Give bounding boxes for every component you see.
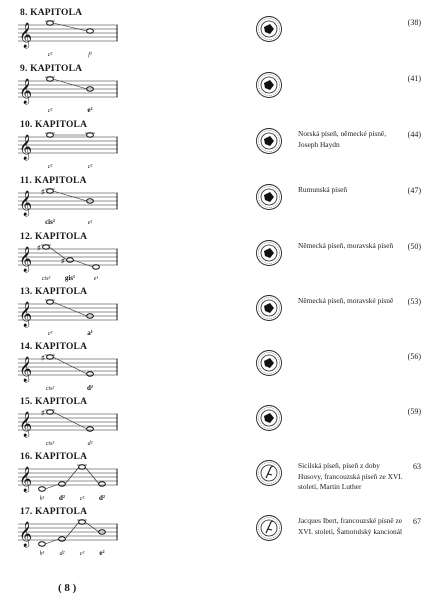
note-name-label: d² [59,494,65,502]
chapter-row [0,64,437,120]
music-staff [18,354,118,394]
whole-note [47,300,54,304]
sharp-icon: ♯ [41,188,45,196]
note-name-label: e² [87,106,93,114]
whole-note [79,465,86,469]
note-name-label: d² [87,384,93,392]
cd-disc-icon [255,183,283,211]
chapter-row [0,176,437,232]
sharp-icon: ♯ [61,257,65,265]
whole-note [47,355,54,359]
treble-clef-icon: 𝄞 [19,301,33,326]
page-number: (59) [407,407,421,416]
whole-note [59,482,66,486]
page-folio: ( 8 ) [58,582,77,594]
page-number: (53) [407,297,421,306]
whole-note [47,189,54,193]
chapter-description: Norská píseň, německé písně, Joseph Haydn [298,129,387,149]
music-staff [18,76,118,116]
note-name-label: e¹ [93,276,99,282]
whole-note [99,482,106,486]
note-name-label: cis² [45,386,55,392]
note-name-label: cis² [45,441,55,447]
music-staff [18,244,118,284]
note-name-label: h¹ [39,551,45,557]
treble-clef-icon: 𝄞 [19,78,33,103]
chapter-description: Německá píseň, moravská píseň [298,241,394,250]
music-staff [18,464,118,504]
note-name-label: cis² [41,276,51,282]
whole-note [87,372,94,376]
whole-note [87,133,94,137]
page-number: (50) [407,242,421,251]
treble-clef-icon: 𝄞 [19,356,33,381]
whole-note [43,245,50,249]
whole-note [79,520,86,524]
whole-note [39,487,46,491]
cd-tuning-fork-icon [255,459,283,487]
treble-clef-icon: 𝄞 [19,466,33,491]
note-name-label: c² [47,331,53,337]
whole-note [59,537,66,541]
note-name-label: c² [47,52,53,58]
note-name-label: e² [87,220,93,226]
treble-clef-icon: 𝄞 [19,22,33,47]
sharp-icon: ♯ [41,354,45,362]
music-staff [18,409,118,449]
note-name-label: c² [87,164,93,170]
note-name-label: a¹ [87,329,93,337]
treble-clef-icon: 𝄞 [19,411,33,436]
chapter-description: Jacques Ibert, francouzské písně ze XVI. století, Šamotulský kancionál [298,516,403,536]
chapter-row [0,8,437,64]
treble-clef-icon: 𝄞 [19,134,33,159]
cd-disc-icon [255,349,283,377]
interval-line [53,191,87,201]
whole-note [87,29,94,33]
page-number: (41) [407,74,421,83]
treble-clef-icon: 𝄞 [19,190,33,215]
whole-note [39,542,46,546]
chapter-title: 17. KAPITOLA [20,507,88,517]
note-name-label: cis² [45,218,55,226]
page-number: (56) [407,352,421,361]
chapter-title: 15. KAPITOLA [20,397,88,407]
chapter-description: Německá píseň, moravské písně [298,296,394,305]
note-name-label: gis¹ [64,274,76,282]
sharp-icon: ♯ [41,409,45,417]
page-number: 63 [413,462,421,471]
note-name-label: c² [47,164,53,170]
note-name-label: d² [99,494,105,502]
sharp-icon: ♯ [37,244,41,252]
whole-note [67,258,74,262]
interval-line [53,357,87,374]
chapter-title: 11. KAPITOLA [20,176,87,186]
treble-clef-icon: 𝄞 [19,521,33,546]
whole-note [47,133,54,137]
whole-note [47,77,54,81]
chapter-title: 16. KAPITOLA [20,452,88,462]
chapter-title: 10. KAPITOLA [20,120,88,130]
note-name-label: e² [99,549,105,557]
music-staff [18,299,118,339]
interval-line [85,522,99,532]
page-number: 67 [413,517,421,526]
page-number: (38) [407,18,421,27]
interval-line [65,522,79,539]
chapter-row [0,397,437,453]
interval-line [53,79,87,89]
whole-note [87,427,94,431]
music-staff [18,132,118,172]
chapter-title: 14. KAPITOLA [20,342,88,352]
cd-disc-icon [255,15,283,43]
chapter-title: 13. KAPITOLA [20,287,88,297]
treble-clef-icon: 𝄞 [19,246,33,271]
chapter-row [0,507,437,563]
music-staff [18,188,118,228]
note-name-label: d² [59,551,65,557]
chapter-title: 12. KAPITOLA [20,232,88,242]
note-name-label: c² [79,551,85,557]
chapter-description: Rumunská píseň [298,185,348,194]
interval-line [53,23,87,31]
note-name-label: c² [47,108,53,114]
chapter-description: Sicilská píseň, píseň z doby Husovy, francouzská píseň ze XVI. století, Martin Luther [298,461,403,491]
chapter-title: 8. KAPITOLA [20,8,83,18]
chapter-row [0,232,437,288]
music-staff [18,519,118,559]
cd-tuning-fork-icon [255,514,283,542]
chapter-row [0,452,437,508]
cd-disc-icon [255,127,283,155]
cd-disc-icon [255,294,283,322]
chapter-title: 9. KAPITOLA [20,64,83,74]
cd-disc-icon [255,71,283,99]
music-staff [18,20,118,60]
interval-line [85,467,99,484]
note-name-label: f² [88,52,92,58]
chapter-row [0,342,437,398]
chapter-row [0,120,437,176]
note-name-label: d² [87,441,93,447]
interval-line [65,467,79,484]
whole-note [47,21,54,25]
cd-disc-icon [255,404,283,432]
page-number: (47) [407,186,421,195]
page-number: (44) [407,130,421,139]
whole-note [47,410,54,414]
cd-disc-icon [255,239,283,267]
whole-note [93,265,100,269]
note-name-label: h¹ [39,496,45,502]
chapter-row [0,287,437,343]
interval-line [53,412,87,429]
note-name-label: c² [79,496,85,502]
